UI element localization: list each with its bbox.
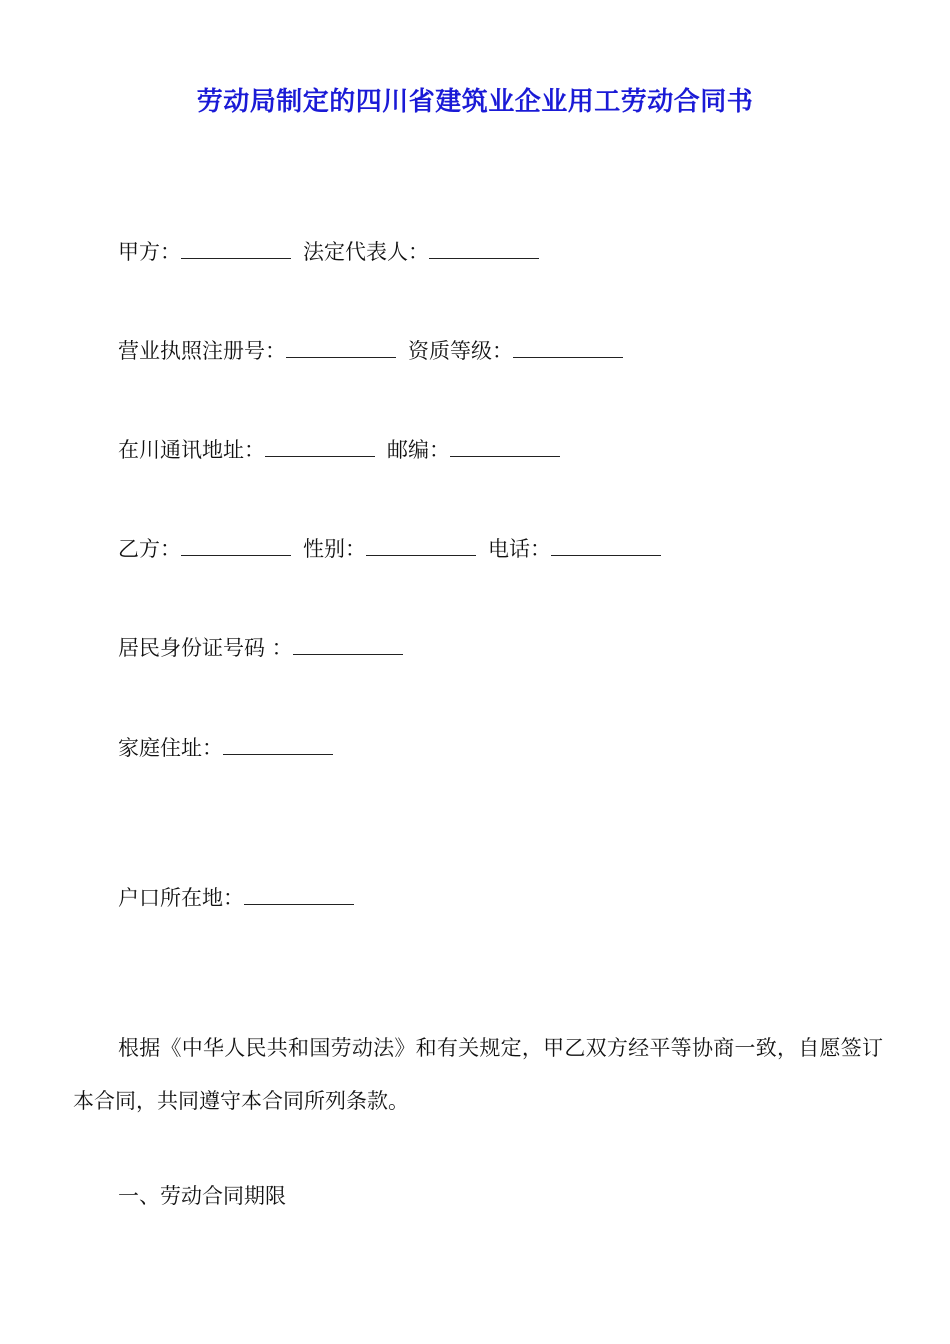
row-party-b (118, 533, 661, 565)
input-phone[interactable] (551, 535, 661, 556)
label-home-address: 家庭住址： (118, 736, 223, 760)
input-id-number[interactable] (293, 634, 403, 655)
label-party-b: 乙方： (118, 537, 181, 561)
row-license (118, 335, 623, 367)
intro-paragraph: 根据《中华人民共和国劳动法》和有关规定，甲乙双方经平等协商一致，自愿签订本合同，共同遵守本合同所列条款。 (73, 1036, 883, 1113)
input-license-no[interactable] (286, 337, 396, 358)
label-id-number: 居民身份证号码 ： (118, 636, 293, 660)
input-address-sichuan[interactable] (265, 436, 375, 457)
label-hukou: 户口所在地： (118, 886, 244, 910)
input-qualification[interactable] (513, 337, 623, 358)
page-title: 劳动局制定的四川省建筑业企业用工劳动合同书 (196, 87, 754, 117)
label-address-sichuan: 在川通讯地址： (118, 438, 265, 462)
input-legal-rep[interactable] (429, 238, 539, 259)
input-party-a[interactable] (181, 238, 291, 259)
input-party-b[interactable] (181, 535, 291, 556)
input-gender[interactable] (366, 535, 476, 556)
row-id-number (118, 632, 403, 664)
input-home-address[interactable] (223, 734, 333, 755)
label-license-no: 营业执照注册号： (118, 339, 286, 363)
label-phone: 电话： (488, 537, 551, 561)
row-party-a (118, 236, 539, 268)
input-postcode[interactable] (450, 436, 560, 457)
label-gender: 性别： (303, 537, 366, 561)
label-party-a: 甲方： (118, 240, 181, 264)
section-heading-term: 一、劳动合同期限 (118, 1184, 286, 1208)
row-home-address (118, 732, 333, 764)
row-hukou (118, 882, 354, 914)
label-postcode: 邮编： (387, 438, 450, 462)
input-hukou[interactable] (244, 884, 354, 905)
label-legal-rep: 法定代表人： (303, 240, 429, 264)
label-qualification: 资质等级： (408, 339, 513, 363)
row-address (118, 434, 560, 466)
